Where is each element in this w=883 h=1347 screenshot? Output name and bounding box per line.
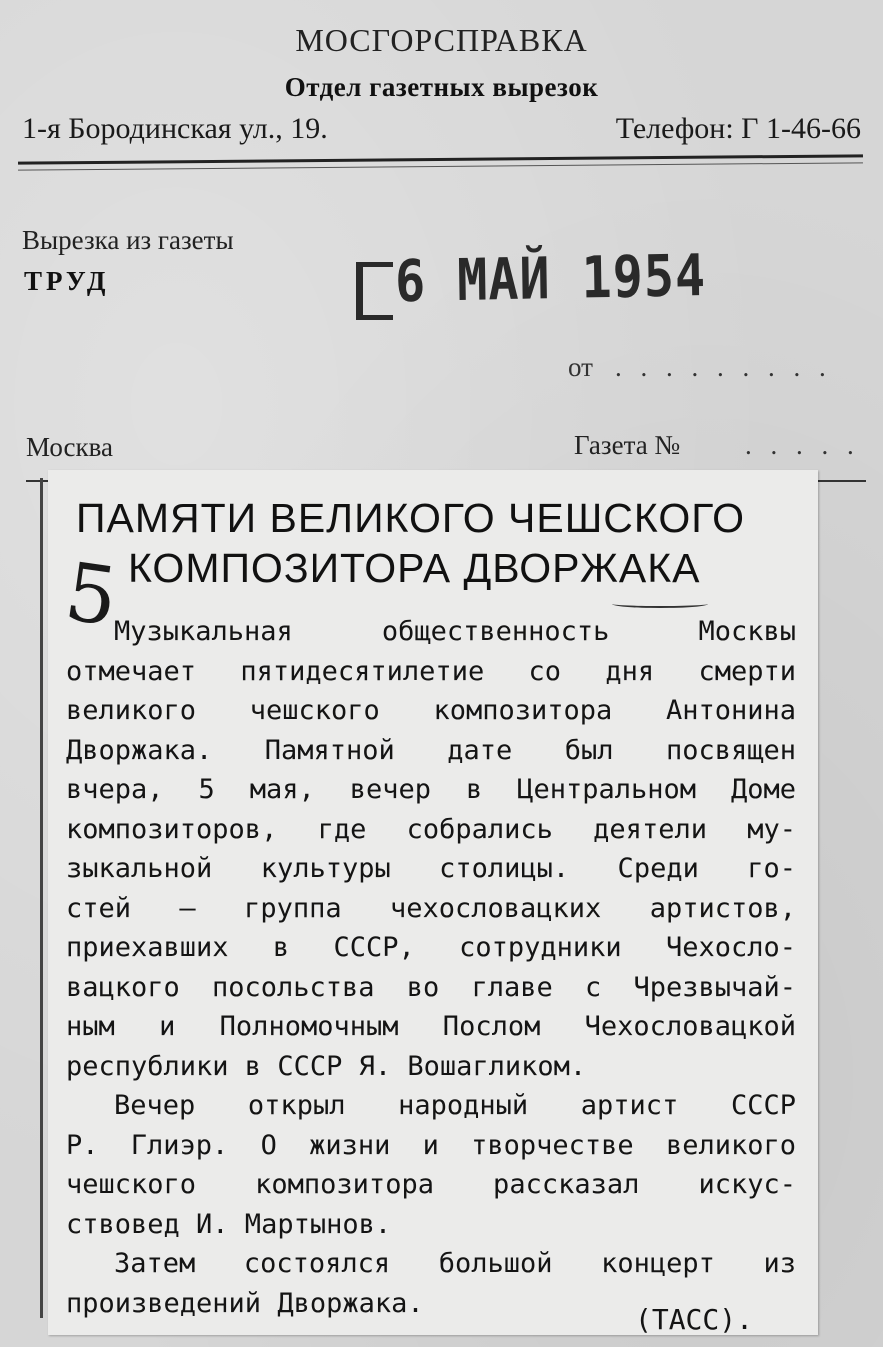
date-stamp xyxy=(355,242,707,316)
article-line: произведений Дворжака. xyxy=(66,1287,424,1319)
clip-label: Вырезка из газеты xyxy=(22,225,234,255)
department-title: Отдел газетных вырезок xyxy=(284,72,599,102)
issue-dots: . . . . . xyxy=(745,430,860,460)
article-line: композиторов, где собрались деятели му- xyxy=(66,813,796,845)
from-label: от xyxy=(568,352,593,382)
article-line: чешского композитора рассказал искус- xyxy=(66,1169,796,1200)
signature: (ТАСС). xyxy=(634,1303,753,1336)
headline-line-2: КОМПОЗИТОРА ДВОРЖАКА xyxy=(128,545,701,591)
article-line: республики в СССР Я. Вошагликом. xyxy=(66,1050,587,1082)
article-line: Затем состоялся большой концерт из xyxy=(114,1248,796,1279)
newspaper-name: ТРУД xyxy=(24,266,110,296)
article-line: великого чешского композитора Антонина xyxy=(66,695,796,726)
stamp-dash xyxy=(355,301,395,302)
issue-label: Газета № xyxy=(574,430,681,460)
org-name: МОСГОРСПРАВКА xyxy=(295,22,588,58)
stamp-date: 6 МАЙ 1954 xyxy=(394,242,707,316)
city: Москва xyxy=(26,432,113,462)
pencil-underline-mark xyxy=(612,600,708,608)
article-line: ным и Полномочным Послом Чехословацкой xyxy=(66,1011,796,1042)
article-line: Р. Глиэр. О жизни и творчестве великого xyxy=(66,1129,796,1161)
article-line: отмечает пятидесятилетие со дня смерти xyxy=(66,655,796,687)
headline-line-1: ПАМЯТИ ВЕЛИКОГО ЧЕШСКОГО xyxy=(76,495,746,541)
article-line: Музыкальная общественность Москвы xyxy=(114,616,796,647)
article-line: Дворжака. Памятной дате был посвящен xyxy=(66,734,796,766)
clip-edge-line xyxy=(40,478,43,1318)
article-line: стей — группа чехословацких артистов, xyxy=(66,892,796,924)
phone: Телефон: Г 1-46-66 xyxy=(615,112,861,145)
from-dots: . . . . . . . . . xyxy=(615,352,832,382)
article-line: вчера, 5 мая, вечер в Центральном Доме xyxy=(66,774,796,805)
article-line: зыкальной культуры столицы. Среди го- xyxy=(66,853,796,884)
article-line: ствовед И. Мартынов. xyxy=(66,1208,392,1240)
article-line: Вечер открыл народный артист СССР xyxy=(114,1090,796,1121)
handwritten-mark: 5 xyxy=(59,544,124,645)
article-body xyxy=(66,612,796,1323)
article-line: приехавших в СССР, сотрудники Чехосло- xyxy=(66,932,796,963)
address: 1-я Бородинская ул., 19. xyxy=(22,112,328,145)
article-line: вацкого посольства во главе с Чрезвычай- xyxy=(66,971,796,1003)
